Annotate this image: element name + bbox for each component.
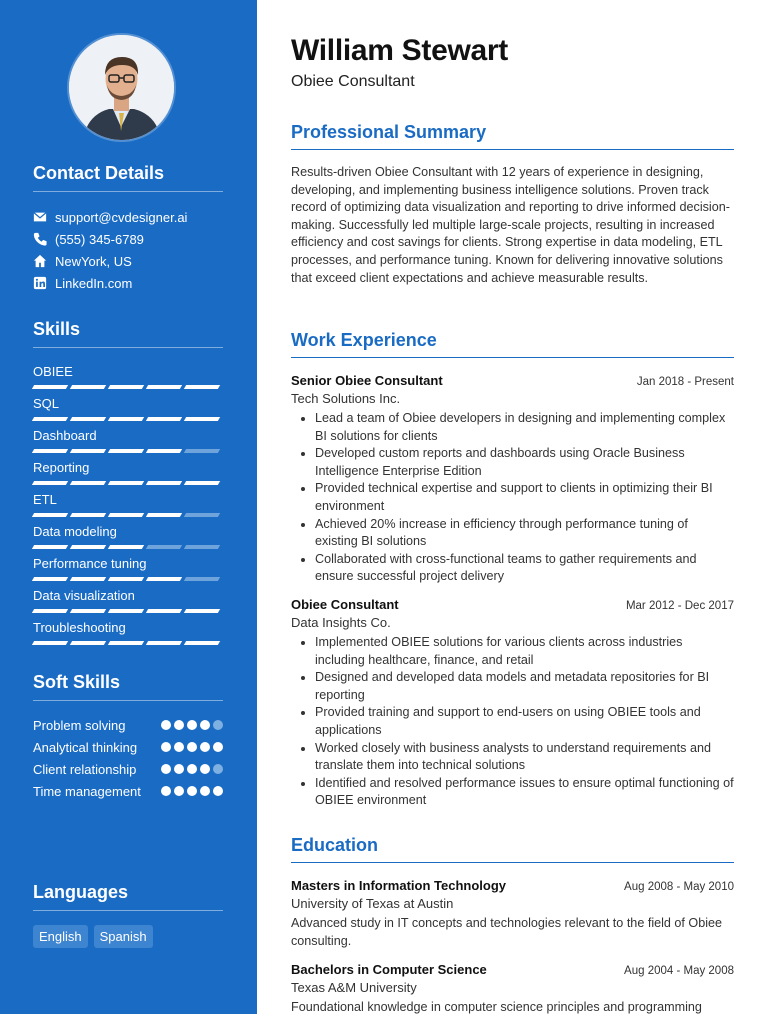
job-bullet: • Identified and resolved performance issues to ensure optimal functioning of OBIEE environment xyxy=(315,775,734,810)
languages-heading: Languages xyxy=(33,882,223,911)
skill-name: ETL xyxy=(33,492,57,507)
skill-level-segment xyxy=(184,609,220,613)
skill-level-segment xyxy=(70,417,106,421)
skill-item xyxy=(33,396,223,428)
location-text: NewYork, US xyxy=(55,253,132,269)
skill-level-segment xyxy=(108,513,144,517)
job-bullet: • Designed and developed data models and metadata repositories for BI reporting xyxy=(315,669,734,704)
job-bullets xyxy=(291,634,734,810)
rating-dot xyxy=(213,764,223,774)
skill-name: Data visualization xyxy=(33,588,135,603)
soft-skill-rating xyxy=(161,720,223,730)
envelope-icon xyxy=(33,210,47,224)
skill-item xyxy=(33,428,223,460)
person-name: William Stewart xyxy=(291,34,508,67)
soft-skill-name: Problem solving xyxy=(33,718,126,733)
rating-dot xyxy=(213,742,223,752)
skill-level-segment xyxy=(184,385,220,389)
phone-icon xyxy=(33,232,47,246)
education-date: Aug 2008 - May 2010 xyxy=(624,881,734,893)
skill-level-bar xyxy=(33,449,223,453)
soft-skills-section xyxy=(33,672,223,801)
education-school: Texas A&M University xyxy=(291,980,417,995)
skill-item xyxy=(33,588,223,620)
rating-dot xyxy=(200,764,210,774)
rating-dot xyxy=(213,786,223,796)
skill-level-segment xyxy=(146,545,182,549)
rating-dot xyxy=(174,742,184,752)
summary-text: Results-driven Obiee Consultant with 12 years of experience in designing, developing, and implementing business intelligence solutions. Proven track record of optimizing data visualization and reporting to drive informed decision-making. Successfully led multiple large-scale projects, resulting in increased efficiency and cost savings for clients. Strong expertise in data modeling, ETL processes, and performance tuning. Known for delivering innovative solutions that exceed client expectations and achieve measurable results. xyxy=(291,165,730,285)
rating-dot xyxy=(161,764,171,774)
job-bullet: • Developed custom reports and dashboards using Oracle Business Intelligence Enterprise Edition xyxy=(315,445,734,480)
skill-level-segment xyxy=(70,545,106,549)
job-company: Tech Solutions Inc. xyxy=(291,391,401,406)
rating-dot xyxy=(187,720,197,730)
skill-level-segment xyxy=(146,513,182,517)
skill-item xyxy=(33,460,223,492)
skill-item xyxy=(33,364,223,396)
skill-level-segment xyxy=(184,449,220,453)
summary-heading: Professional Summary xyxy=(291,122,734,150)
skill-level-segment xyxy=(108,481,144,485)
rating-dot xyxy=(161,742,171,752)
rating-dot xyxy=(187,786,197,796)
languages-section xyxy=(33,882,223,948)
skill-level-bar xyxy=(33,641,223,645)
skill-level-segment xyxy=(32,385,68,389)
job-bullet: • Lead a team of Obiee developers in designing and implementing complex BI solutions for clients xyxy=(315,410,734,445)
skill-level-segment xyxy=(70,385,106,389)
job-company: Data Insights Co. xyxy=(291,615,391,630)
rating-dot xyxy=(200,720,210,730)
skill-level-segment xyxy=(108,417,144,421)
soft-skill-name: Analytical thinking xyxy=(33,740,138,755)
skill-level-segment xyxy=(108,641,144,645)
skill-level-segment xyxy=(108,545,144,549)
job-entry xyxy=(291,597,734,810)
rating-dot xyxy=(200,742,210,752)
job-bullet: • Worked closely with business analysts to understand requirements and translate them into technical solutions xyxy=(315,740,734,775)
skill-item xyxy=(33,492,223,524)
soft-skills-list xyxy=(33,717,223,801)
education-description: Foundational knowledge in computer science principles and programming xyxy=(291,1000,702,1014)
skill-level-segment xyxy=(70,641,106,645)
contact-heading: Contact Details xyxy=(33,163,223,192)
language-tag: English xyxy=(33,925,88,948)
skill-level-segment xyxy=(146,641,182,645)
sidebar xyxy=(0,0,257,1014)
education-degree: Bachelors in Computer Science xyxy=(291,962,487,977)
job-bullets xyxy=(291,410,734,586)
skill-level-segment xyxy=(32,577,68,581)
profile-photo xyxy=(69,35,174,140)
skill-level-segment xyxy=(146,577,182,581)
job-bullet: • Provided technical expertise and support to clients in optimizing their BI environment xyxy=(315,480,734,515)
rating-dot xyxy=(213,720,223,730)
job-date: Jan 2018 - Present xyxy=(636,376,734,388)
skill-level-segment xyxy=(32,449,68,453)
soft-skill-rating xyxy=(161,742,223,752)
skill-level-segment xyxy=(70,609,106,613)
soft-skill-rating xyxy=(161,764,223,774)
skill-level-segment xyxy=(184,641,220,645)
person-title: Obiee Consultant xyxy=(291,73,415,90)
job-bullet: • Implemented OBIEE solutions for various clients across industries including healthcare, finance, and retail xyxy=(315,634,734,669)
skill-level-bar xyxy=(33,545,223,549)
skill-level-segment xyxy=(32,513,68,517)
rating-dot xyxy=(174,786,184,796)
skill-level-segment xyxy=(70,577,106,581)
skills-section xyxy=(33,319,223,652)
skill-level-bar xyxy=(33,385,223,389)
experience-heading: Work Experience xyxy=(291,330,734,358)
skill-level-bar xyxy=(33,577,223,581)
skill-name: SQL xyxy=(33,396,60,411)
skill-item xyxy=(33,556,223,588)
skill-name: Data modeling xyxy=(33,524,117,539)
soft-skill-item xyxy=(33,717,223,735)
skill-level-segment xyxy=(184,577,220,581)
home-icon xyxy=(33,254,47,268)
skills-heading: Skills xyxy=(33,319,223,348)
education-header xyxy=(291,878,734,893)
job-header xyxy=(291,373,734,388)
rating-dot xyxy=(174,720,184,730)
skill-name: Dashboard xyxy=(33,428,97,443)
skills-list xyxy=(33,364,223,652)
job-bullet: • Provided training and support to end-users on using OBIEE tools and applications xyxy=(315,704,734,739)
skill-level-segment xyxy=(70,481,106,485)
soft-skill-name: Time management xyxy=(33,784,141,799)
skill-level-segment xyxy=(70,513,106,517)
avatar xyxy=(69,35,174,140)
education-date: Aug 2004 - May 2008 xyxy=(624,965,734,977)
skill-name: Troubleshooting xyxy=(33,620,126,635)
skill-level-segment xyxy=(184,481,220,485)
contact-location xyxy=(33,250,223,272)
contact-section xyxy=(33,163,223,294)
education-header xyxy=(291,962,734,977)
skill-level-bar xyxy=(33,481,223,485)
job-bullet: • Achieved 20% increase in efficiency through performance tuning of existing BI solutions xyxy=(315,516,734,551)
soft-skill-name: Client relationship xyxy=(33,762,137,777)
skill-level-bar xyxy=(33,417,223,421)
skill-name: OBIEE xyxy=(33,364,73,379)
job-title: Obiee Consultant xyxy=(291,597,399,612)
contact-email[interactable] xyxy=(33,206,223,228)
rating-dot xyxy=(174,764,184,774)
skill-level-segment xyxy=(108,577,144,581)
rating-dot xyxy=(187,764,197,774)
languages-list xyxy=(33,925,223,948)
education-description: Advanced study in IT concepts and technologies relevant to the field of Obiee consulting. xyxy=(291,916,723,948)
education-entry xyxy=(291,962,734,1017)
education-school: University of Texas at Austin xyxy=(291,896,454,911)
job-header xyxy=(291,597,734,612)
rating-dot xyxy=(161,786,171,796)
language-tag: Spanish xyxy=(94,925,153,948)
soft-skill-item xyxy=(33,739,223,757)
education-heading: Education xyxy=(291,835,734,863)
skill-level-segment xyxy=(108,449,144,453)
soft-skill-item xyxy=(33,783,223,801)
soft-skills-heading: Soft Skills xyxy=(33,672,223,701)
skill-item xyxy=(33,620,223,652)
skill-level-bar xyxy=(33,513,223,517)
skill-level-segment xyxy=(108,385,144,389)
skill-level-segment xyxy=(146,609,182,613)
skill-level-bar xyxy=(33,609,223,613)
contact-linkedin[interactable] xyxy=(33,272,223,294)
skill-level-segment xyxy=(32,417,68,421)
job-title: Senior Obiee Consultant xyxy=(291,373,443,388)
soft-skill-item xyxy=(33,761,223,779)
email-text: support@cvdesigner.ai xyxy=(55,209,188,225)
job-entry xyxy=(291,373,734,586)
skill-level-segment xyxy=(146,449,182,453)
skill-level-segment xyxy=(146,417,182,421)
skill-level-segment xyxy=(108,609,144,613)
skill-level-segment xyxy=(146,385,182,389)
skill-level-segment xyxy=(32,641,68,645)
soft-skill-rating xyxy=(161,786,223,796)
phone-text: (555) 345-6789 xyxy=(55,231,144,247)
education-degree: Masters in Information Technology xyxy=(291,878,507,893)
skill-level-segment xyxy=(32,481,68,485)
linkedin-icon xyxy=(33,276,47,290)
education-entry xyxy=(291,878,734,950)
rating-dot xyxy=(187,742,197,752)
skill-level-segment xyxy=(70,449,106,453)
skill-item xyxy=(33,524,223,556)
skill-name: Reporting xyxy=(33,460,90,475)
skill-level-segment xyxy=(32,545,68,549)
skill-name: Performance tuning xyxy=(33,556,147,571)
skill-level-segment xyxy=(184,545,220,549)
skill-level-segment xyxy=(184,513,220,517)
contact-phone[interactable] xyxy=(33,228,223,250)
skill-level-segment xyxy=(184,417,220,421)
job-bullet: • Collaborated with cross-functional teams to gather requirements and ensure successful project delivery xyxy=(315,551,734,586)
skill-level-segment xyxy=(146,481,182,485)
skill-level-segment xyxy=(32,609,68,613)
rating-dot xyxy=(161,720,171,730)
job-date: Mar 2012 - Dec 2017 xyxy=(625,600,734,612)
rating-dot xyxy=(200,786,210,796)
linkedin-text: LinkedIn.com xyxy=(55,275,133,291)
